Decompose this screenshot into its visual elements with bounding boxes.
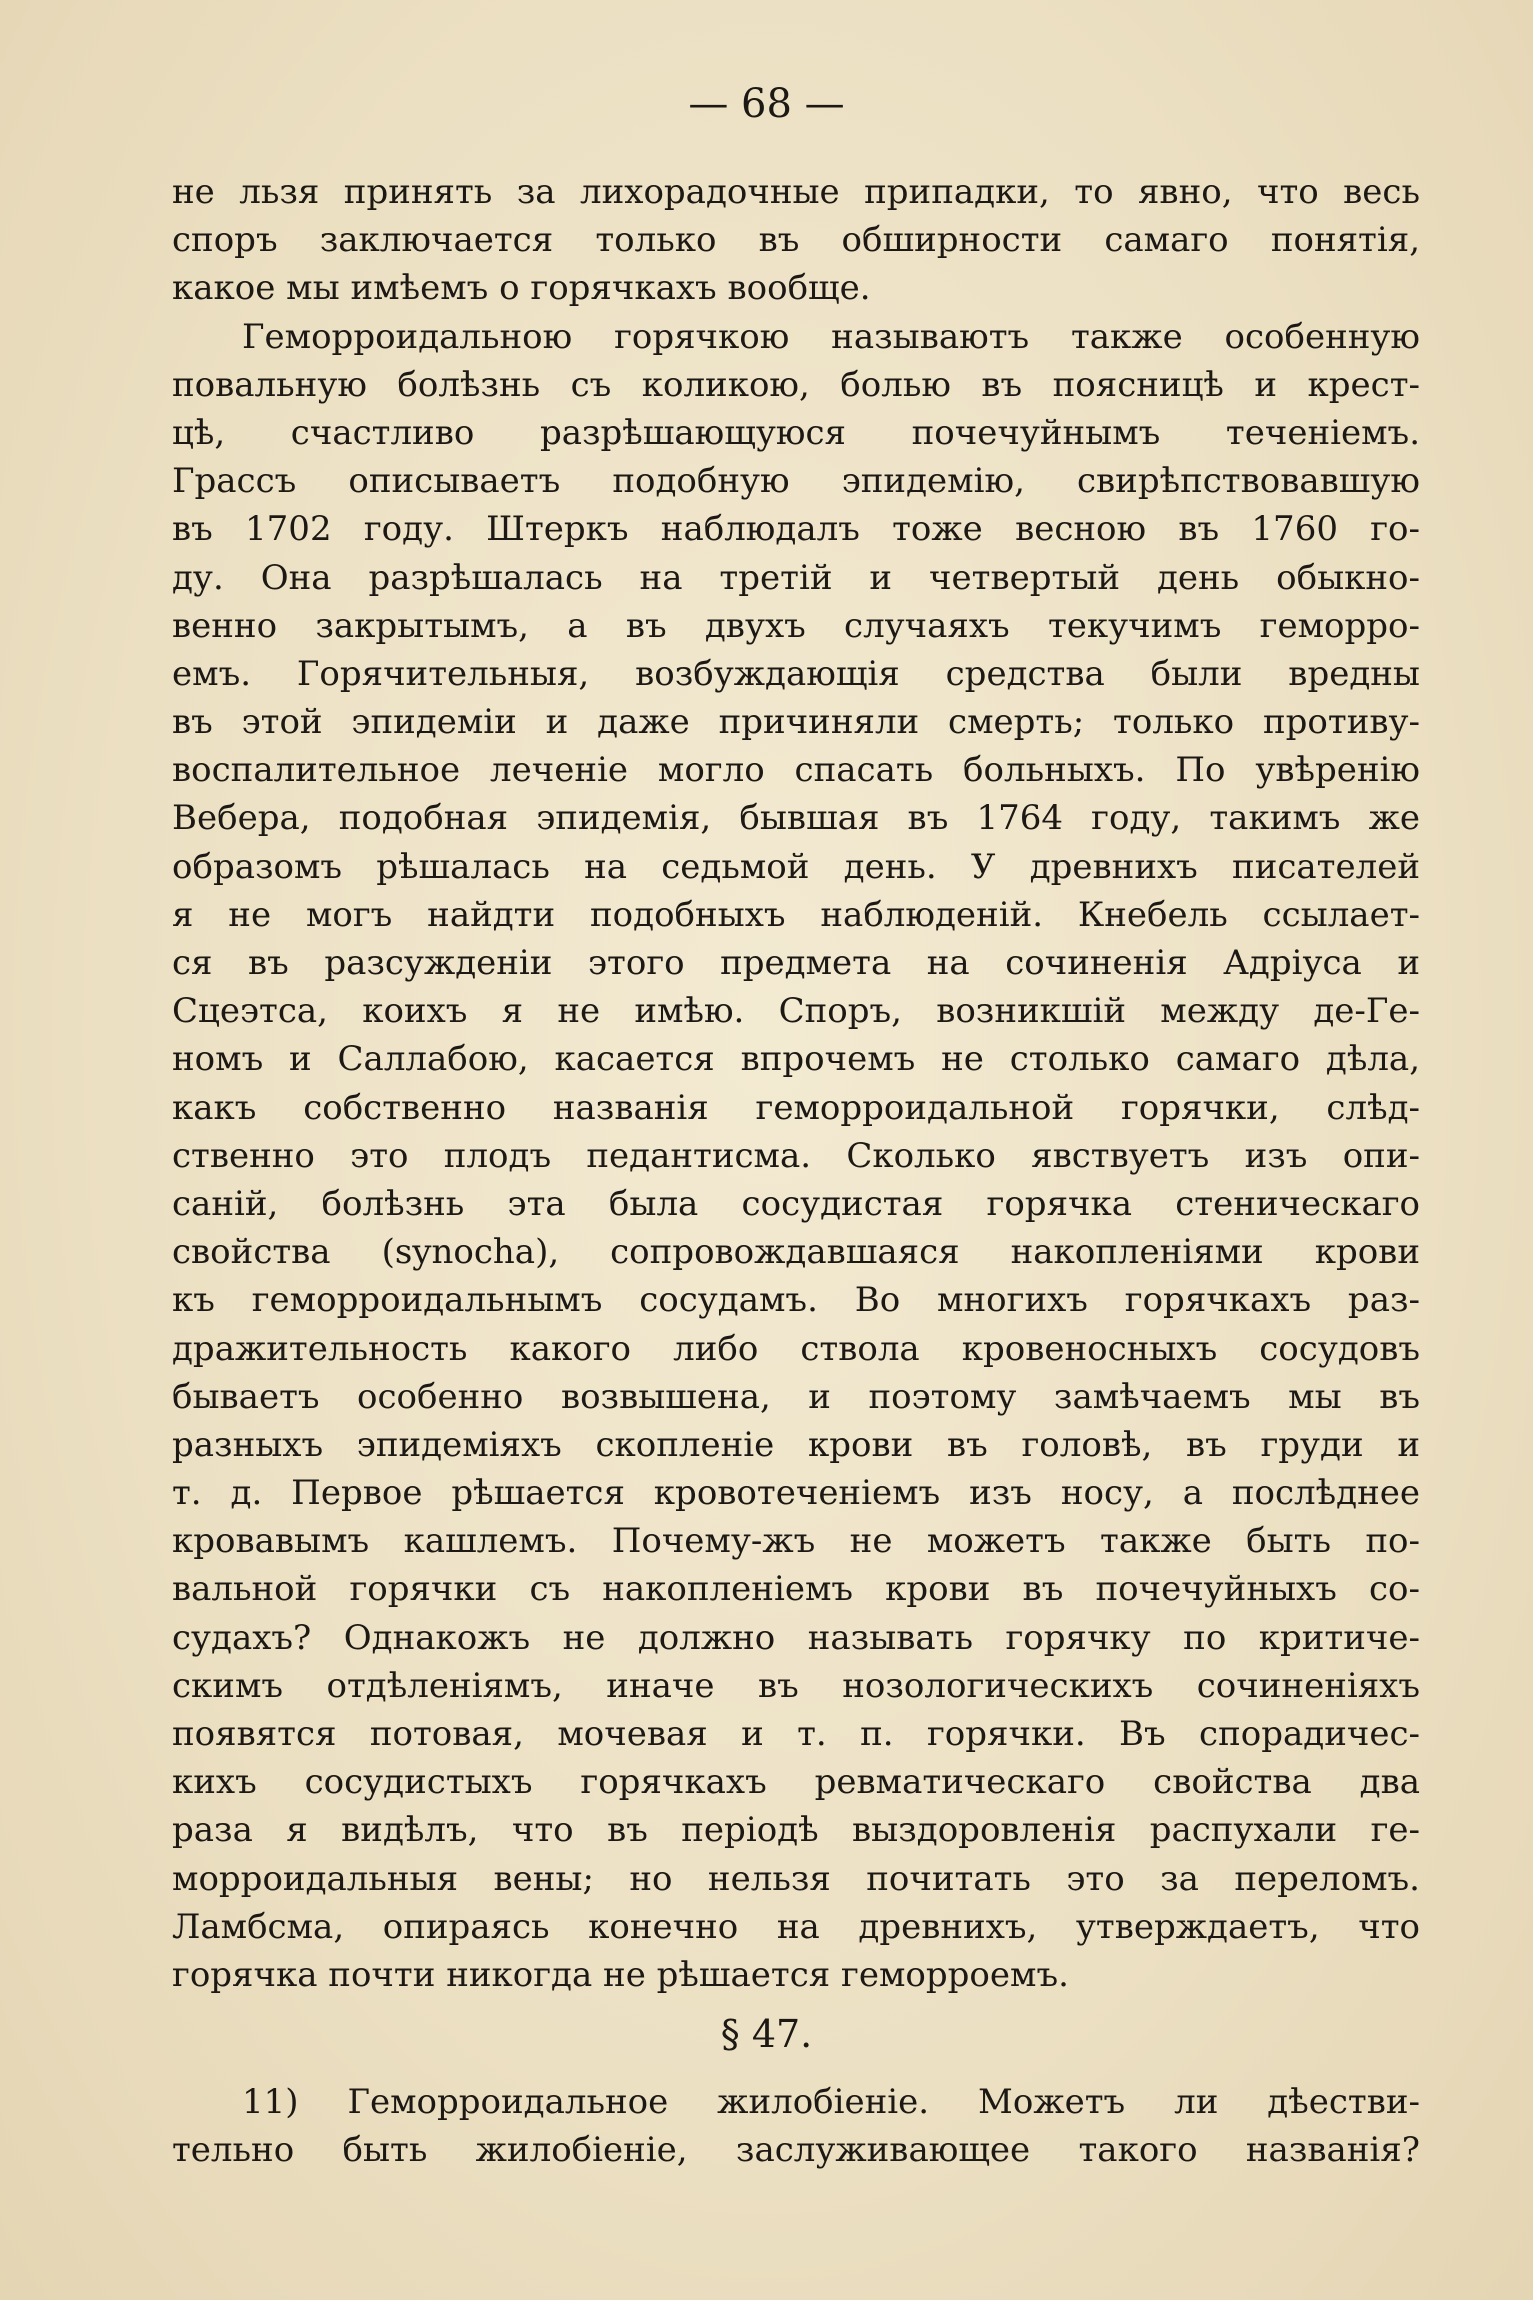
text-line: въ этой эпидеміи и даже причиняли смерть; только противу- xyxy=(172,702,1420,743)
text-line: Геморроидальною горячкою называютъ также особенную xyxy=(242,316,1420,357)
text-line: не льзя принять за лихорадочные припадки, то явно, что весь xyxy=(172,172,1420,212)
text-line: раза я видѣлъ, что въ періодѣ выздоровленія распухали ге- xyxy=(172,1810,1420,1851)
text-line: Вебера, подобная эпидемія, бывшая въ 1764 году, такимъ же xyxy=(172,798,1420,839)
text-line: какое мы имѣемъ о горячкахъ вообще. xyxy=(172,268,871,309)
text-line: 11) Геморроидальное жилобіеніе. Можетъ ли дѣестви- xyxy=(242,2082,1420,2122)
text-line: какъ собственно названія геморроидальной горячки, слѣд- xyxy=(172,1087,1420,1128)
text-line: образомъ рѣшалась на седьмой день. У древнихъ писателей xyxy=(172,846,1420,887)
text-line: дражительность какого либо ствола кровеносныхъ сосудовъ xyxy=(172,1328,1420,1369)
text-line: появятся потовая, мочевая и т. п. горячки. Въ спорадичес- xyxy=(172,1714,1420,1754)
section-text xyxy=(172,2078,1420,2174)
text-line: свойства (synocha), сопровождавшаяся накопленіями крови xyxy=(172,1232,1420,1273)
text-line: ду. Она разрѣшалась на третій и четвертый день обыкно- xyxy=(172,557,1420,598)
text-line: скимъ отдѣленіямъ, иначе въ нозологическихъ сочиненіяхъ xyxy=(172,1665,1420,1706)
text-line: разныхъ эпидеміяхъ скопленіе крови въ головѣ, въ груди и xyxy=(172,1424,1420,1465)
text-line: я не могъ найдти подобныхъ наблюденій. Кнебель ссылает- xyxy=(172,894,1420,935)
text-line: емъ. Горячительныя, возбуждающія средства были вредны xyxy=(172,653,1420,694)
section-heading: § 47. xyxy=(720,2012,813,2056)
text-line: ся въ разсужденіи этого предмета на сочиненія Адріуса и xyxy=(172,943,1420,983)
text-line: Сцеэтса, коихъ я не имѣю. Споръ, возникшій между де-Ге- xyxy=(172,991,1420,1032)
text-line: кровавымъ кашлемъ. Почему-жъ не можетъ также быть по- xyxy=(172,1521,1420,1562)
text-line: т. д. Первое рѣшается кровотеченіемъ изъ носу, а послѣднее xyxy=(172,1473,1420,1514)
text-line: номъ и Саллабою, касается впрочемъ не столько самаго дѣла, xyxy=(172,1039,1420,1080)
text-line: тельно быть жилобіеніе, заслуживающее такого названія? xyxy=(172,2130,1420,2171)
text-line: саній, болѣзнь эта была сосудистая горячка стеническаго xyxy=(172,1183,1420,1224)
text-line: бываетъ особенно возвышена, и поэтому замѣчаемъ мы въ xyxy=(172,1376,1420,1417)
text-line: Грассъ описываетъ подобную эпидемію, свирѣпствовавшую xyxy=(172,461,1420,502)
page-number: — 68 — xyxy=(688,81,845,127)
body-text xyxy=(172,168,1420,1999)
text-line: споръ заключается только въ обширности самаго понятія, xyxy=(172,220,1420,261)
text-line: Ламбсма, опираясь конечно на древнихъ, утверждаетъ, что xyxy=(172,1906,1420,1947)
text-line: горячка почти никогда не рѣшается геморроемъ. xyxy=(172,1954,1069,1995)
text-line: венно закрытымъ, а въ двухъ случаяхъ текучимъ геморро- xyxy=(172,605,1420,646)
text-line: повальную болѣзнь съ коликою, болью въ поясницѣ и крест- xyxy=(172,364,1420,405)
text-line: судахъ? Однакожъ не должно называть горячку по критиче- xyxy=(172,1617,1420,1658)
text-line: вальной горячки съ накопленіемъ крови въ почечуйныхъ со- xyxy=(172,1569,1420,1610)
text-line: воспалительное леченіе могло спасать больныхъ. По увѣренію xyxy=(172,750,1420,791)
text-line: морроидальныя вены; но нельзя почитать это за переломъ. xyxy=(172,1858,1420,1899)
text-line: къ геморроидальнымъ сосудамъ. Во многихъ горячкахъ раз- xyxy=(172,1280,1420,1321)
text-line: кихъ сосудистыхъ горячкахъ ревматическаго свойства два xyxy=(172,1762,1420,1803)
text-line: цѣ, счастливо разрѣшающуюся почечуйнымъ теченіемъ. xyxy=(172,412,1420,453)
text-line: ственно это плодъ педантисма. Сколько явствуетъ изъ опи- xyxy=(172,1135,1420,1176)
text-line: въ 1702 году. Штеркъ наблюдалъ тоже весною въ 1760 го- xyxy=(172,509,1420,550)
